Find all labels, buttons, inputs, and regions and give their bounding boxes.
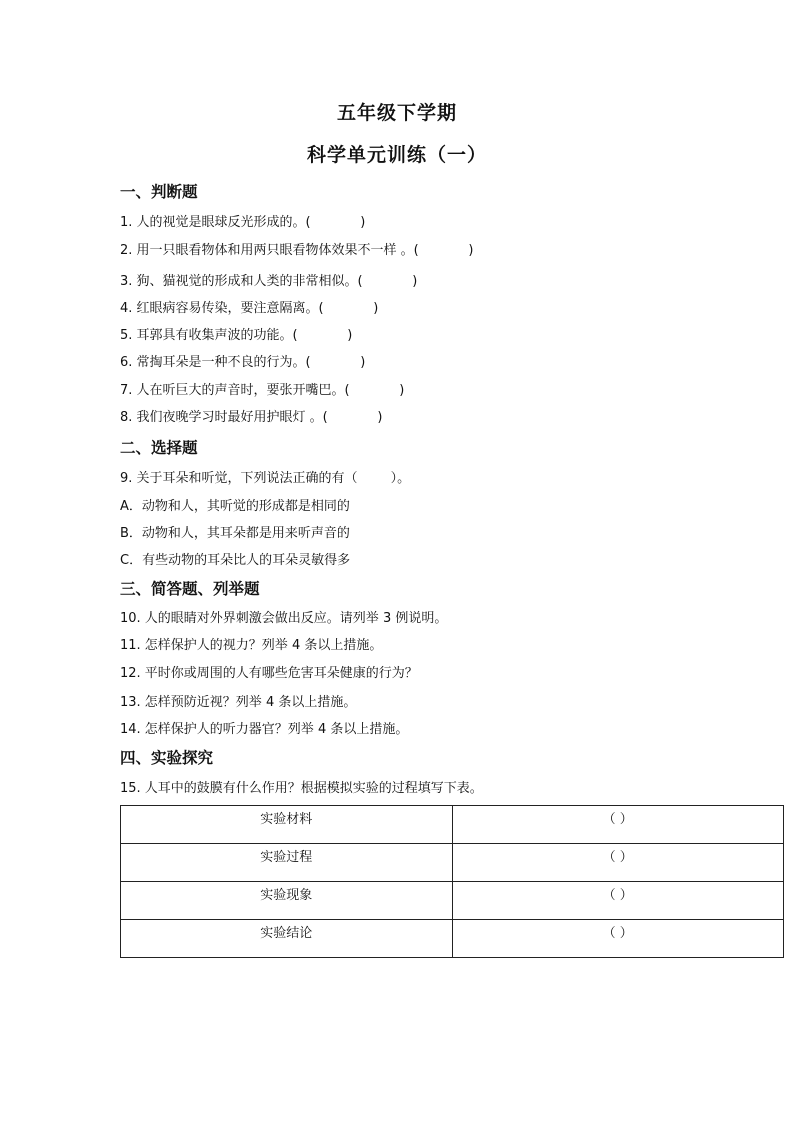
choice-option-a: A．动物和人，其听觉的形成都是相同的 <box>120 499 350 514</box>
section-heading-judgment: 一、判断题 <box>120 183 198 201</box>
short-answer-question-14: 14. 怎样保护人的听力器官？列举 4 条以上措施。 <box>120 722 409 737</box>
table-row <box>121 882 784 920</box>
table-row <box>121 920 784 958</box>
judgment-question-4: 4. 红眼病容易传染，要注意隔离。( ) <box>120 301 379 316</box>
table-cell-label: 实验现象 <box>121 882 453 920</box>
choice-option-c: C．有些动物的耳朵比人的耳朵灵敏得多 <box>120 553 351 568</box>
judgment-question-1: 1. 人的视觉是眼球反光形成的。( ) <box>120 215 366 230</box>
short-answer-question-12: 12. 平时你或周围的人有哪些危害耳朵健康的行为？ <box>120 666 418 681</box>
answer-blank[interactable]: （ ） <box>452 882 784 920</box>
experiment-question-15: 15. 人耳中的鼓膜有什么作用？根据模拟实验的过程填写下表。 <box>120 781 483 796</box>
choice-option-b: B．动物和人，其耳朵都是用来听声音的 <box>120 526 350 541</box>
choice-question-9: 9. 关于耳朵和听觉，下列说法正确的有（ ）。 <box>120 471 411 486</box>
table-cell-label: 实验结论 <box>121 920 453 958</box>
judgment-question-2: 2. 用一只眼看物体和用两只眼看物体效果不一样 。( ) <box>120 243 474 258</box>
page-title: 五年级下学期 <box>336 102 457 124</box>
judgment-question-3: 3. 狗、猫视觉的形成和人类的非常相似。( ) <box>120 274 418 289</box>
judgment-question-6: 6. 常掏耳朵是一种不良的行为。( ) <box>120 355 366 370</box>
table-cell-label: 实验过程 <box>121 844 453 882</box>
answer-blank[interactable]: （ ） <box>452 920 784 958</box>
page-subtitle: 科学单元训练（一） <box>306 144 487 166</box>
short-answer-question-11: 11. 怎样保护人的视力？列举 4 条以上措施。 <box>120 638 383 653</box>
table-row <box>121 844 784 882</box>
answer-blank[interactable]: （ ） <box>452 844 784 882</box>
section-heading-short-answer: 三、简答题、列举题 <box>120 580 260 598</box>
table-row <box>121 806 784 844</box>
section-heading-choice: 二、选择题 <box>120 439 198 457</box>
short-answer-question-13: 13. 怎样预防近视？列举 4 条以上措施。 <box>120 695 357 710</box>
judgment-question-7: 7. 人在听巨大的声音时，要张开嘴巴。( ) <box>120 383 405 398</box>
answer-blank[interactable]: （ ） <box>452 806 784 844</box>
judgment-question-5: 5. 耳郭具有收集声波的功能。( ) <box>120 328 353 343</box>
table-cell-label: 实验材料 <box>121 806 453 844</box>
experiment-table <box>120 805 784 958</box>
section-heading-experiment: 四、实验探究 <box>120 749 214 767</box>
judgment-question-8: 8. 我们夜晚学习时最好用护眼灯 。( ) <box>120 410 383 425</box>
short-answer-question-10: 10. 人的眼睛对外界刺激会做出反应。请列举 3 例说明。 <box>120 611 448 626</box>
